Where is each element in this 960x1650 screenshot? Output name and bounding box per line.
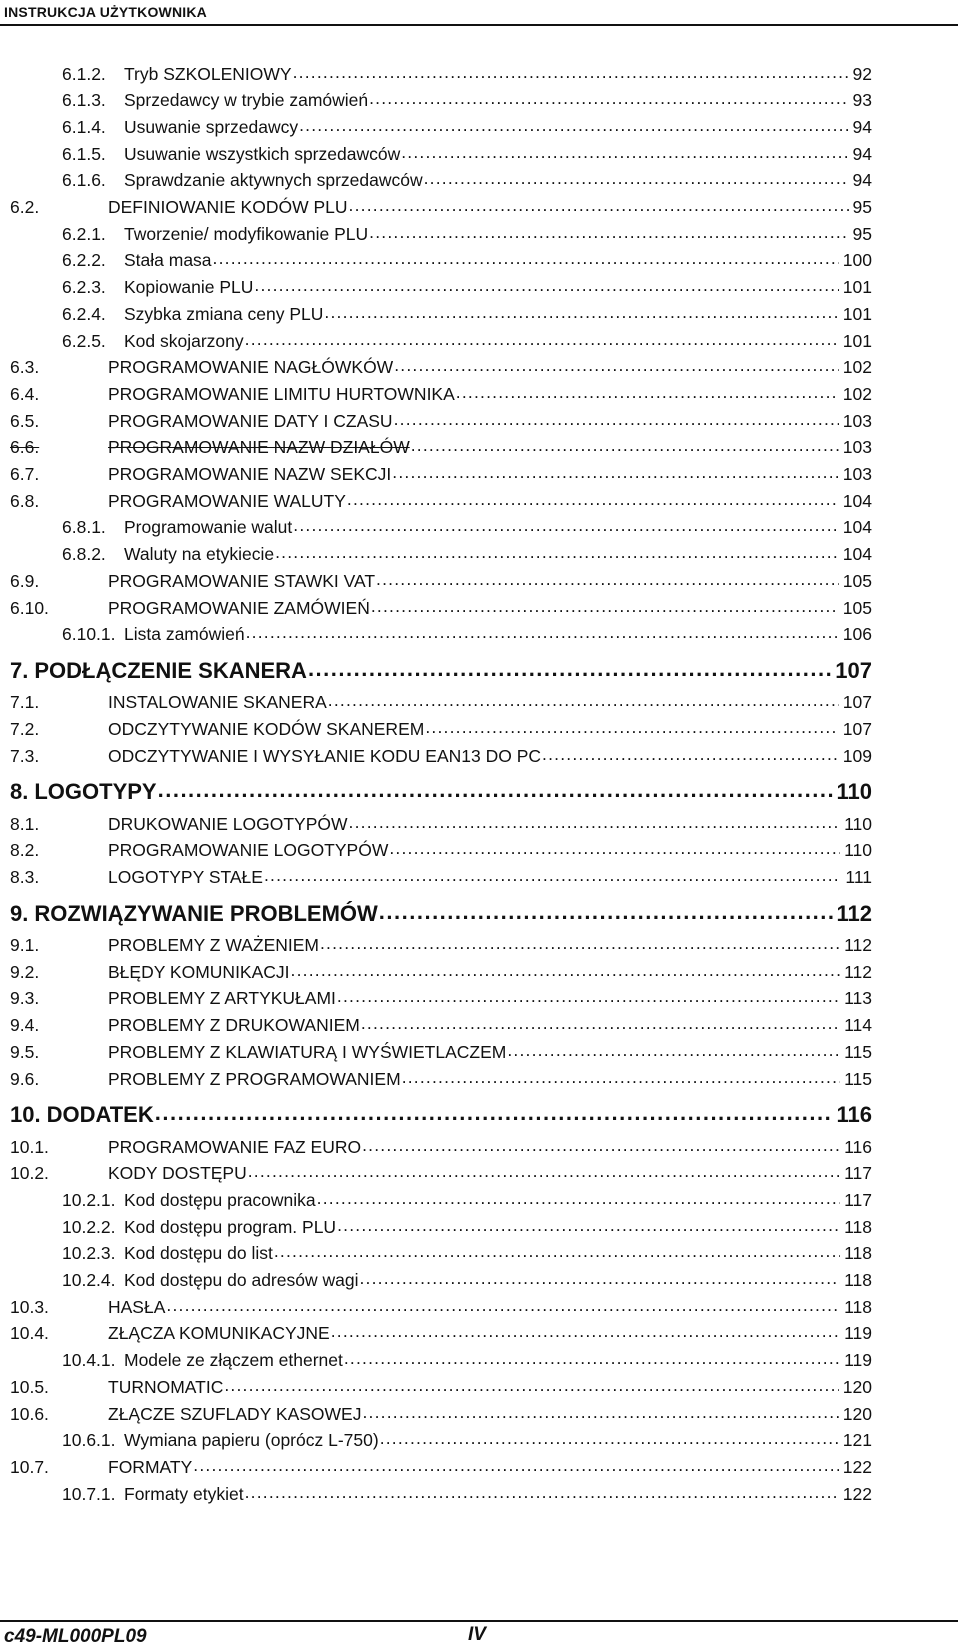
toc-leader-dots: [248, 1162, 840, 1180]
toc-page-number: 104: [842, 517, 872, 538]
toc-page-number: 101: [842, 330, 872, 351]
toc-leader-dots: [246, 623, 839, 641]
toc-page-number: 115: [844, 1041, 872, 1062]
toc-page-number: 110: [836, 779, 872, 805]
toc-number: 10.7.1.: [62, 1483, 116, 1504]
toc-entry-row[interactable]: [10, 934, 872, 957]
toc-entry-row[interactable]: [10, 1322, 872, 1345]
toc-entry-row[interactable]: [62, 169, 872, 192]
toc-number: 10.1.: [10, 1136, 49, 1157]
toc-leader-dots: [193, 1455, 839, 1473]
toc-entry-row[interactable]: [10, 569, 872, 592]
toc-title: LOGOTYPY STAŁE: [108, 867, 263, 887]
toc-leader-dots: [308, 656, 831, 678]
header-rule: [0, 24, 958, 26]
toc-title: Waluty na etykiecie: [124, 544, 275, 565]
toc-entry-row[interactable]: [10, 1402, 872, 1425]
toc-leader-dots: [401, 142, 848, 160]
toc-entry-row[interactable]: [10, 960, 872, 983]
toc-entry-row[interactable]: [10, 1455, 872, 1478]
toc-leader-dots: [347, 489, 839, 507]
toc-leader-dots: [275, 543, 839, 561]
toc-page-number: 103: [842, 464, 872, 484]
toc-number: 7.3.: [10, 745, 40, 766]
toc-title: PROBLEMY Z ARTYKUŁAMI: [108, 988, 336, 1009]
toc-page-number: 117: [844, 1163, 872, 1184]
toc-page-number: 94: [852, 170, 872, 191]
toc-leader-dots: [362, 1402, 838, 1420]
toc-entry-row[interactable]: [10, 409, 872, 432]
toc-page-number: 110: [844, 840, 872, 861]
toc-entry-row[interactable]: [10, 489, 872, 512]
toc-number: 6.1.6.: [62, 170, 106, 191]
toc-leader-dots: [507, 1040, 840, 1058]
toc-page-number: 120: [842, 1376, 872, 1397]
toc-page-number: 119: [844, 1350, 872, 1371]
toc-title: Usuwanie wszystkich sprzedawców: [124, 143, 401, 164]
toc-entry-row[interactable]: [62, 222, 872, 245]
toc-number: 10.4.: [10, 1323, 49, 1344]
toc-title: ZŁĄCZE SZUFLADY KASOWEJ: [108, 1403, 362, 1424]
footer-rule: [0, 1620, 958, 1622]
toc-page-number: 114: [844, 1015, 872, 1036]
toc-entry-row[interactable]: [62, 62, 872, 85]
toc-title: Tryb SZKOLENIOWY: [124, 63, 292, 84]
toc-page-number: 113: [844, 988, 872, 1009]
toc-title: PROBLEMY Z WAŻENIEM: [108, 935, 319, 955]
header-title: INSTRUKCJA UŻYTKOWNIKA: [4, 4, 207, 20]
toc-number: 10.2.1.: [62, 1189, 116, 1210]
toc-leader-dots: [394, 356, 839, 374]
toc-leader-dots: [224, 1375, 838, 1393]
toc-page-number: 119: [844, 1323, 872, 1344]
toc-leader-dots: [392, 463, 839, 481]
toc-page-number: 118: [844, 1243, 872, 1264]
toc-leader-dots: [369, 89, 848, 107]
toc-number: 9.2.: [10, 961, 40, 982]
toc-number: 9.4.: [10, 1015, 40, 1036]
toc-entry-row[interactable]: [10, 356, 872, 379]
toc-page-number: 102: [842, 357, 872, 378]
toc-title: ODCZYTYWANIE KODÓW SKANEREM: [108, 718, 425, 739]
toc-title: PROGRAMOWANIE FAZ EURO: [108, 1136, 362, 1157]
toc-number: 6.5.: [10, 410, 40, 431]
toc-title: Szybka zmiana ceny PLU: [124, 303, 324, 324]
toc-title: BŁĘDY KOMUNIKACJI: [108, 961, 290, 982]
toc-entry-row[interactable]: [62, 276, 872, 299]
toc-number: 10.: [10, 1102, 41, 1127]
toc-number: 6.8.1.: [62, 517, 106, 538]
toc-title: LOGOTYPY: [34, 779, 157, 805]
toc-chapter-row[interactable]: [10, 656, 872, 684]
toc-page-number: 103: [842, 437, 872, 458]
toc-title: Formaty etykiet: [124, 1483, 244, 1504]
toc-number: 8.: [10, 779, 29, 805]
document-code: c49-ML000PL09: [4, 1626, 147, 1647]
toc-number: 6.7.: [10, 464, 40, 484]
toc-page-number: 93: [852, 90, 872, 111]
toc-entry-row[interactable]: [10, 1375, 872, 1398]
toc-number: 10.2.: [10, 1163, 49, 1184]
toc-title: ODCZYTYWANIE I WYSYŁANIE KODU EAN13 DO PC: [108, 745, 542, 766]
toc-number: 6.1.4.: [62, 116, 106, 137]
toc-title: Usuwanie sprzedawcy: [124, 116, 299, 137]
toc-page-number: 118: [844, 1296, 872, 1317]
toc-page-number: 95: [852, 197, 872, 217]
toc-page-number: 107: [835, 657, 872, 683]
toc-page-number: 107: [842, 718, 872, 739]
toc-entry-row[interactable]: [62, 89, 872, 112]
toc-number: 10.4.1.: [62, 1350, 116, 1371]
toc-chapter-row[interactable]: [10, 899, 872, 927]
toc-leader-dots: [213, 249, 839, 267]
toc-number: 6.1.5.: [62, 143, 106, 164]
toc-number: 9.5.: [10, 1041, 40, 1062]
toc-leader-dots: [394, 409, 839, 427]
toc-entry-row[interactable]: [10, 196, 872, 219]
toc-leader-dots: [331, 1322, 840, 1340]
toc-leader-dots: [264, 866, 841, 884]
toc-title: DODATEK: [46, 1102, 154, 1127]
toc-number: 9.1.: [10, 935, 40, 955]
toc-entry-row[interactable]: [10, 744, 872, 767]
toc-page-number: 120: [842, 1403, 872, 1424]
toc-page-number: 104: [842, 544, 872, 565]
toc-number: 6.9.: [10, 570, 40, 591]
toc-number: 6.2.2.: [62, 250, 106, 271]
toc-page-number: 101: [842, 303, 872, 324]
toc-leader-dots: [359, 1269, 840, 1287]
toc-page-number: 112: [836, 900, 872, 926]
toc-entry-row[interactable]: [62, 142, 872, 165]
toc-title: Kod dostępu do adresów wagi: [124, 1270, 359, 1290]
toc-leader-dots: [293, 516, 839, 534]
toc-leader-dots: [389, 839, 840, 857]
toc-number: 8.1.: [10, 813, 40, 834]
toc-title: DEFINIOWANIE KODÓW PLU: [108, 197, 348, 217]
toc-page-number: 101: [842, 277, 872, 298]
toc-leader-dots: [155, 1100, 833, 1122]
toc-leader-dots: [369, 222, 848, 240]
toc-number: 6.2.1.: [62, 223, 106, 244]
toc-page-number: 107: [842, 692, 872, 713]
toc-number: 6.2.4.: [62, 303, 106, 324]
toc-entry-row[interactable]: [62, 1188, 872, 1211]
toc-title: Stała masa: [124, 250, 212, 271]
toc-number: 10.7.: [10, 1456, 49, 1477]
toc-entry-row[interactable]: [62, 302, 872, 325]
toc-leader-dots: [245, 329, 839, 347]
toc-leader-dots: [424, 169, 849, 187]
toc-leader-dots: [317, 1188, 840, 1206]
toc-number: 10.6.1.: [62, 1430, 116, 1451]
toc-title: PROGRAMOWANIE NAZW DZIAŁÓW: [108, 437, 410, 458]
toc-entry-row[interactable]: [10, 1295, 872, 1318]
toc-number: 6.4.: [10, 383, 40, 404]
toc-leader-dots: [402, 1067, 840, 1085]
toc-number: 6.8.: [10, 490, 40, 511]
toc-page-number: 94: [852, 116, 872, 137]
toc-page-number: 112: [844, 961, 872, 982]
toc-leader-dots: [337, 987, 840, 1005]
toc-title: Programowanie walut: [124, 517, 293, 538]
toc-number: 6.2.3.: [62, 277, 106, 298]
toc-page-number: 94: [852, 143, 872, 164]
toc-entry-row[interactable]: [10, 1135, 872, 1158]
toc-title: FORMATY: [108, 1456, 193, 1477]
toc-entry-row[interactable]: [62, 249, 872, 272]
toc-leader-dots: [328, 691, 839, 709]
toc-title: Lista zamówień: [124, 624, 245, 645]
toc-page-number: 105: [842, 570, 872, 591]
toc-entry-row[interactable]: [10, 1162, 872, 1185]
toc-leader-dots: [542, 744, 839, 762]
toc-entry-row[interactable]: [62, 516, 872, 539]
toc-number: 8.2.: [10, 840, 40, 861]
toc-entry-row[interactable]: [62, 1429, 872, 1452]
toc-leader-dots: [371, 596, 839, 614]
toc-leader-dots: [349, 812, 841, 830]
toc-title: TURNOMATIC: [108, 1376, 224, 1397]
toc-title: PODŁĄCZENIE SKANERA: [34, 657, 307, 683]
toc-page-number: 103: [842, 410, 872, 431]
page-number: IV: [468, 1624, 486, 1645]
toc-page-number: 118: [844, 1216, 872, 1237]
toc-title: Kod dostępu pracownika: [124, 1189, 316, 1210]
toc-entry-row[interactable]: [62, 1215, 872, 1238]
toc-number: 7.1.: [10, 692, 40, 713]
toc-entry-row[interactable]: [10, 1014, 872, 1037]
toc-page-number: 106: [842, 624, 872, 645]
page-header: [0, 0, 960, 30]
toc-entry-row[interactable]: [62, 115, 872, 138]
toc-entry-row[interactable]: [62, 1269, 872, 1292]
toc-leader-dots: [166, 1295, 840, 1313]
page-footer: [0, 1620, 960, 1650]
toc-number: 6.2.5.: [62, 330, 106, 351]
toc-entry-row[interactable]: [10, 987, 872, 1010]
toc-number: 9.3.: [10, 988, 40, 1009]
toc-title: HASŁA: [108, 1296, 166, 1317]
toc-number: 6.1.2.: [62, 63, 106, 84]
toc-entry-row[interactable]: [62, 623, 872, 646]
toc-title: ROZWIĄZYWANIE PROBLEMÓW: [34, 900, 378, 926]
toc-leader-dots: [320, 934, 840, 952]
toc-page-number: 112: [844, 935, 872, 955]
toc-entry-row[interactable]: [10, 382, 872, 405]
toc-title: Kod skojarzony: [124, 330, 244, 351]
toc-title: Wymiana papieru (oprócz L-750): [124, 1430, 379, 1451]
toc-entry-row[interactable]: [10, 596, 872, 619]
toc-entry-row[interactable]: [10, 1040, 872, 1063]
toc-chapter-row[interactable]: [10, 777, 872, 805]
toc-page-number: 111: [845, 867, 872, 887]
toc-title: PROGRAMOWANIE LIMITU HURTOWNIKA: [108, 383, 455, 404]
toc-leader-dots: [376, 569, 839, 587]
toc-title: KODY DOSTĘPU: [108, 1163, 247, 1184]
toc-number: 6.6.: [10, 437, 40, 458]
toc-page-number: 105: [842, 597, 872, 618]
toc-title: Kod dostępu do list: [124, 1243, 273, 1264]
toc-number: 9.: [10, 900, 29, 926]
toc-entry-row[interactable]: [10, 866, 872, 889]
toc-page-number: 117: [844, 1189, 872, 1210]
toc-leader-dots: [274, 1242, 840, 1260]
toc-leader-dots: [254, 276, 838, 294]
toc-title: Tworzenie/ modyfikowanie PLU: [124, 223, 369, 244]
toc-page-number: 110: [844, 813, 872, 834]
toc-number: 7.2.: [10, 718, 40, 739]
toc-leader-dots: [291, 960, 841, 978]
toc-title: PROGRAMOWANIE LOGOTYPÓW: [108, 840, 389, 861]
toc-title: Kod dostępu program. PLU: [124, 1216, 337, 1237]
toc-title: PROGRAMOWANIE STAWKI VAT: [108, 570, 376, 591]
toc-title: PROGRAMOWANIE NAGŁÓWKÓW: [108, 357, 394, 378]
toc-number: 6.2.: [10, 197, 40, 217]
toc-number: 8.3.: [10, 867, 40, 887]
toc-number: 6.3.: [10, 357, 40, 378]
toc-leader-dots: [362, 1135, 840, 1153]
toc-page-number: 122: [842, 1483, 872, 1504]
toc-number: 6.10.1.: [62, 624, 116, 645]
toc-number: 10.2.4.: [62, 1270, 116, 1290]
toc-title: ZŁĄCZA KOMUNIKACYJNE: [108, 1323, 330, 1344]
toc-page-number: 104: [842, 490, 872, 511]
toc-number: 10.2.3.: [62, 1243, 116, 1264]
toc-title: PROBLEMY Z PROGRAMOWANIEM: [108, 1068, 401, 1089]
toc-leader-dots: [380, 1429, 839, 1447]
toc-chapter-row[interactable]: [10, 1100, 872, 1128]
toc-page-number: 116: [844, 1136, 872, 1157]
toc-leader-dots: [361, 1014, 840, 1032]
toc-leader-dots: [293, 62, 849, 80]
toc-entry-row[interactable]: [62, 1349, 872, 1372]
toc-page-number: 115: [844, 1068, 872, 1089]
toc-entry-row[interactable]: [10, 812, 872, 835]
toc-leader-dots: [379, 899, 833, 921]
toc-number: 10.2.2.: [62, 1216, 116, 1237]
toc-page-number: 116: [836, 1102, 872, 1127]
toc-number: 7.: [10, 657, 29, 683]
toc-number: 6.8.2.: [62, 544, 106, 565]
toc-entry-row[interactable]: [10, 1067, 872, 1090]
toc-page-number: 95: [852, 223, 872, 244]
toc-page-number: 92: [852, 63, 872, 84]
toc-page-number: 100: [842, 250, 872, 271]
toc-entry-row[interactable]: [62, 543, 872, 566]
toc-page-number: 118: [844, 1270, 872, 1290]
toc-title: DRUKOWANIE LOGOTYPÓW: [108, 813, 348, 834]
toc-number: 10.5.: [10, 1376, 49, 1397]
toc-leader-dots: [411, 436, 839, 454]
toc-leader-dots: [349, 196, 849, 214]
toc-title: Sprzedawcy w trybie zamówień: [124, 90, 369, 111]
toc-number: 6.1.3.: [62, 90, 106, 111]
toc-entry-row[interactable]: [10, 839, 872, 862]
toc-leader-dots: [456, 382, 839, 400]
toc-number: 10.3.: [10, 1296, 49, 1317]
toc-entry-row[interactable]: [10, 691, 872, 714]
toc-entry-row[interactable]: [62, 329, 872, 352]
toc-title: Kopiowanie PLU: [124, 277, 254, 298]
toc-title: PROBLEMY Z DRUKOWANIEM: [108, 1015, 360, 1036]
toc-number: 10.6.: [10, 1403, 49, 1424]
toc-title: PROBLEMY Z KLAWIATURĄ I WYŚWIETLACZEM: [108, 1041, 507, 1062]
toc-title: Modele ze złączem ethernet: [124, 1350, 343, 1371]
toc-leader-dots: [324, 302, 838, 320]
toc-leader-dots: [337, 1215, 840, 1233]
toc-leader-dots: [245, 1482, 839, 1500]
toc-page-number: 109: [842, 745, 872, 766]
toc-leader-dots: [344, 1349, 840, 1367]
toc-title: PROGRAMOWANIE ZAMÓWIEŃ: [108, 597, 370, 618]
toc-entry-row[interactable]: [62, 1482, 872, 1505]
toc-leader-dots: [299, 115, 848, 133]
toc-page-number: 102: [842, 383, 872, 404]
toc-page-number: 122: [842, 1456, 872, 1477]
toc-title: PROGRAMOWANIE DATY I CZASU: [108, 410, 393, 431]
toc-number: 9.6.: [10, 1068, 40, 1089]
toc-entry-row[interactable]: [10, 436, 872, 459]
toc-title: PROGRAMOWANIE NAZW SEKCJI: [108, 464, 392, 484]
toc-page-number: 121: [842, 1430, 872, 1451]
toc-entry-row[interactable]: [10, 463, 872, 486]
toc-leader-dots: [425, 717, 838, 735]
toc-title: PROGRAMOWANIE WALUTY: [108, 490, 346, 511]
toc-number: 6.10.: [10, 597, 49, 618]
toc-entry-row[interactable]: [62, 1242, 872, 1265]
toc-title: Sprawdzanie aktywnych sprzedawców: [124, 170, 423, 191]
toc-entry-row[interactable]: [10, 717, 872, 740]
toc-title: INSTALOWANIE SKANERA: [108, 692, 327, 713]
toc-leader-dots: [158, 777, 833, 799]
